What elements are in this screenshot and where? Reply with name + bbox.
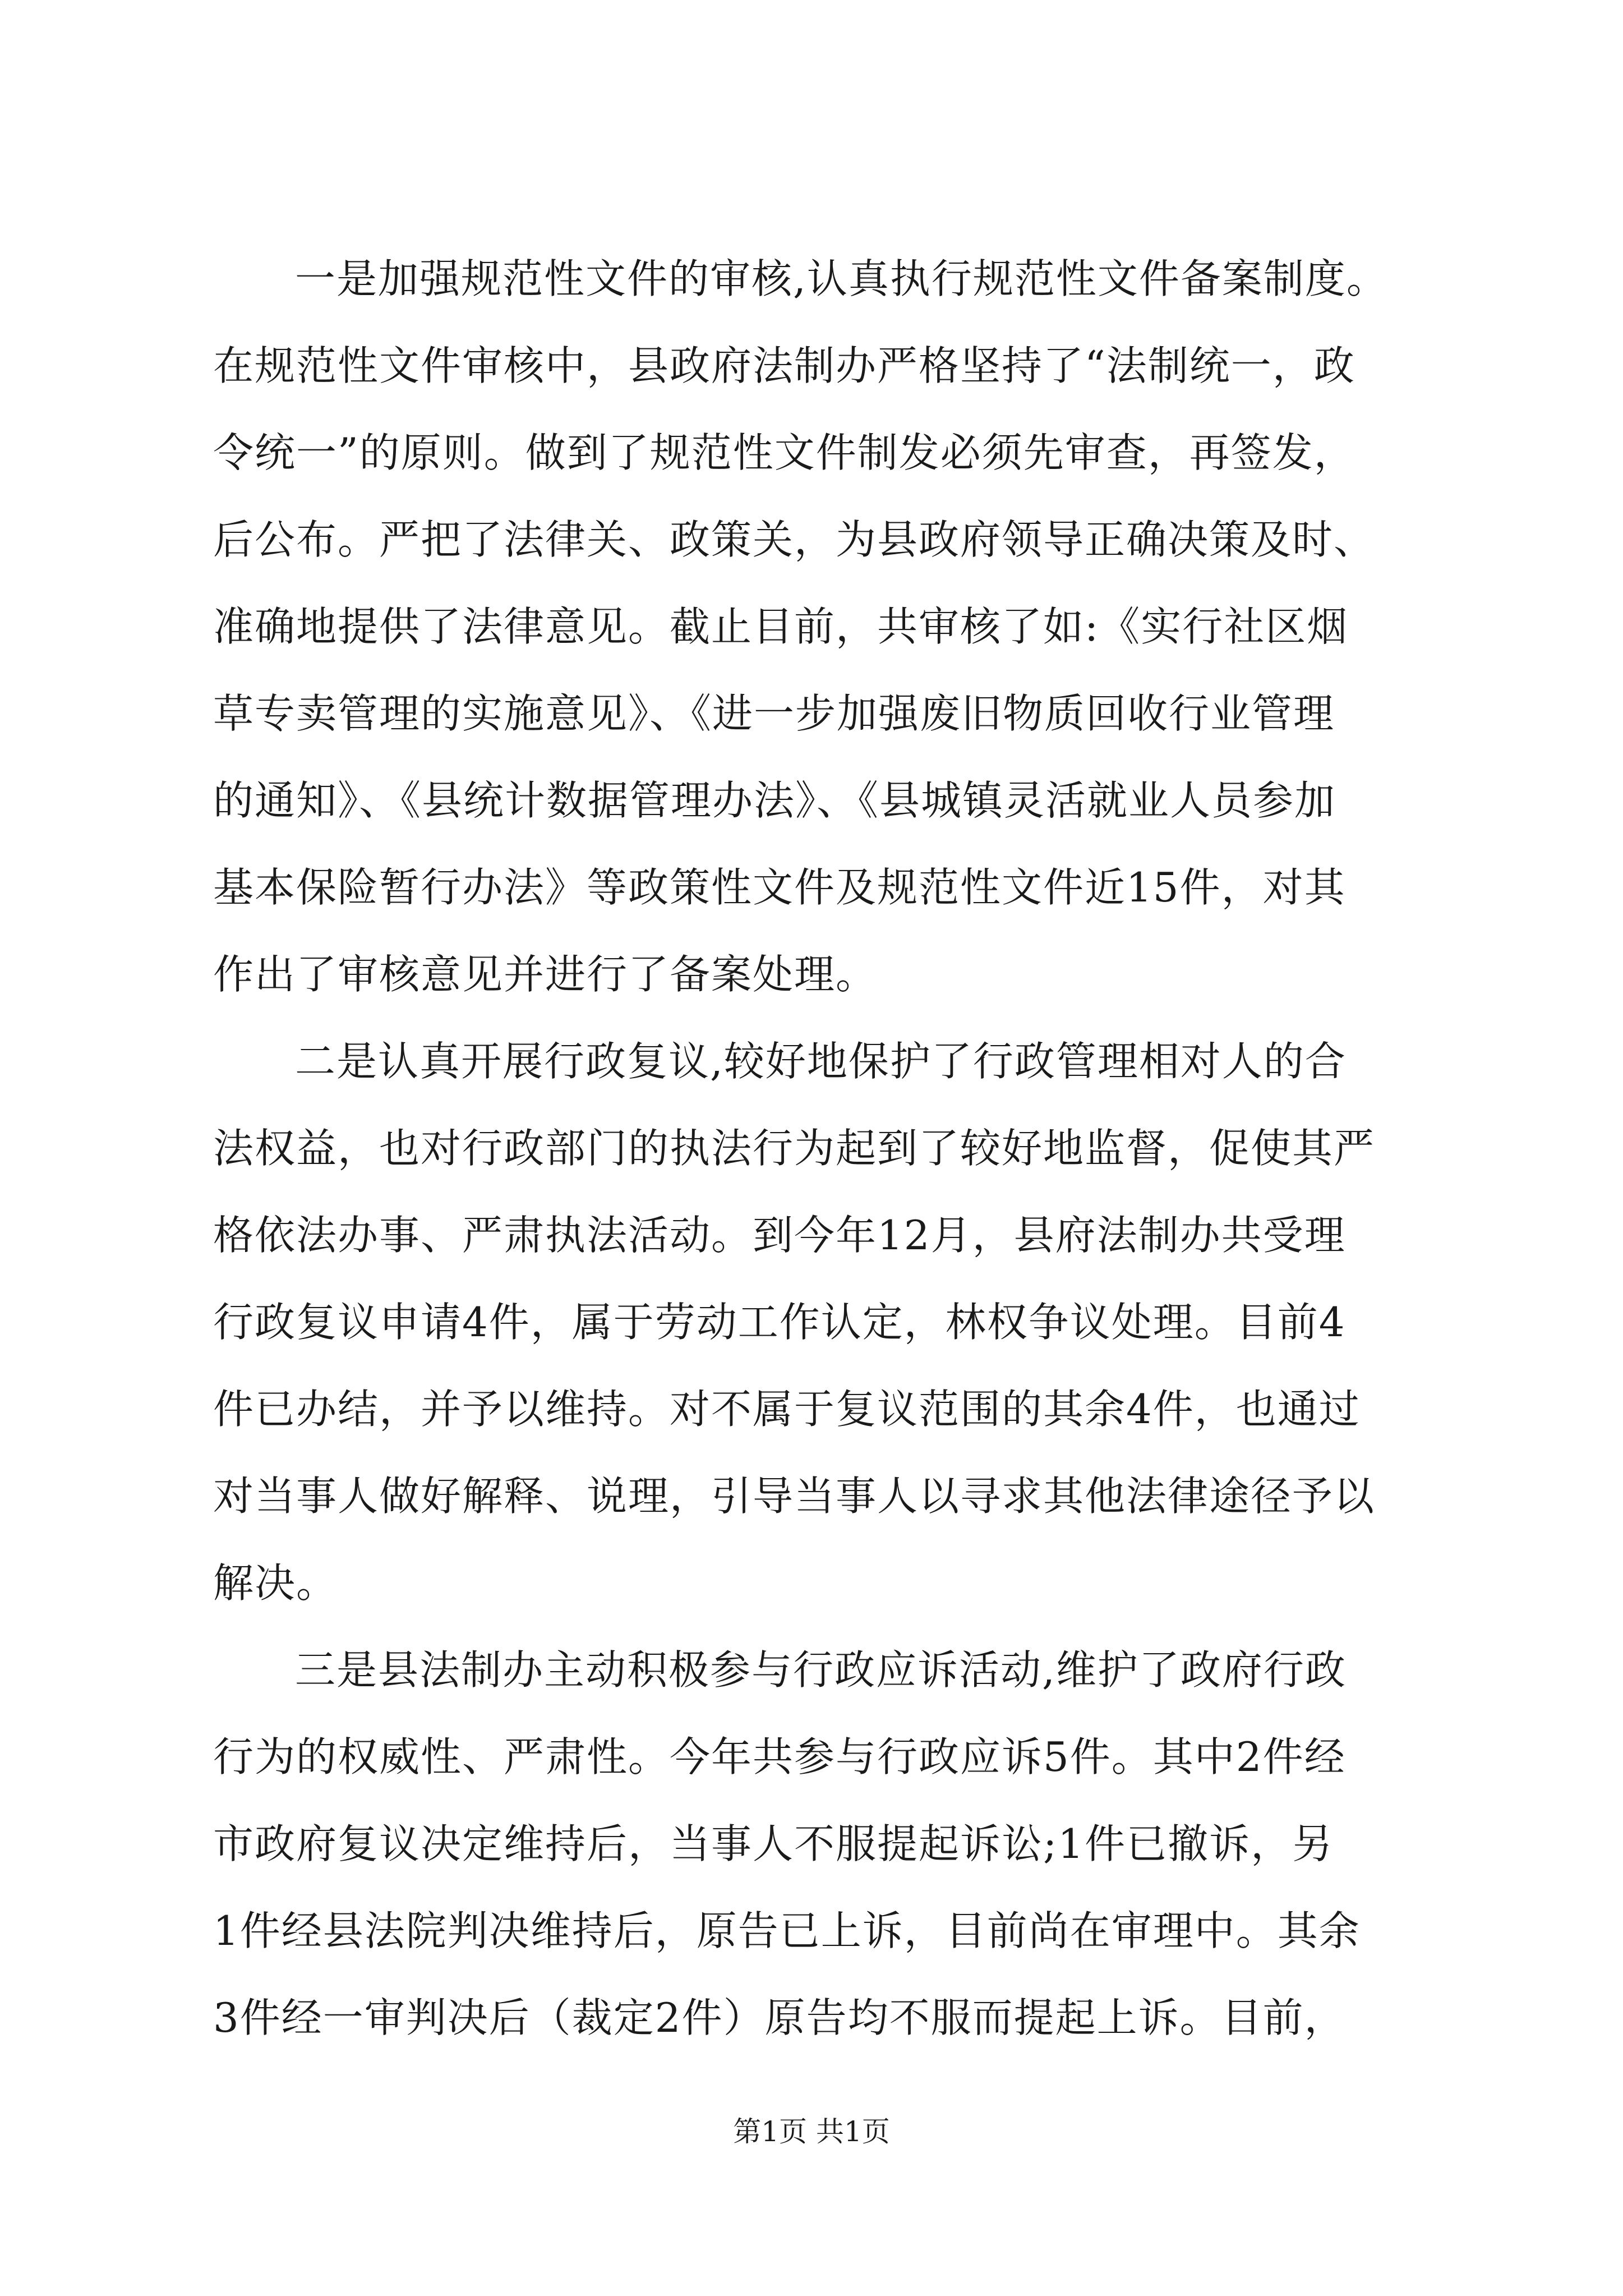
text-line: 后公布。严把了法律关、政策关，为县政府领导正确决策及时、 xyxy=(213,516,1376,563)
text-line: 一是加强规范性文件的审核,认真执行规范性文件备案制度。 xyxy=(295,255,1388,302)
text-line: 基本保险暂行办法》等政策性文件及规范性文件近15件，对其 xyxy=(213,864,1346,911)
text-line: 解决。 xyxy=(213,1559,338,1607)
page-footer xyxy=(0,2109,1623,2150)
paragraph-3 xyxy=(213,1627,1436,2062)
text-line: 件已办结，并予以维持。对不属于复议范围的其余4件，也通过 xyxy=(213,1386,1361,1433)
text-line: 在规范性文件审核中，县政府法制办严格坚持了“法制统一，政 xyxy=(213,342,1355,389)
text-line: 三是县法制办主动积极参与行政应诉活动,维护了政府行政 xyxy=(295,1646,1347,1694)
text-line: 法权益，也对行政部门的执法行为起到了较好地监督，促使其严 xyxy=(213,1125,1376,1172)
document-body xyxy=(213,236,1436,2062)
text-line: 行政复议申请4件，属于劳动工作认定，林权争议处理。目前4 xyxy=(213,1299,1346,1346)
text-line: 的通知》、《县统计数据管理办法》、《县城镇灵活就业人员参加 xyxy=(213,777,1336,824)
text-line: 行为的权威性、严肃性。今年共参与行政应诉5件。其中2件经 xyxy=(213,1733,1346,1780)
text-line: 1件经县法院判决维持后，原告已上诉，目前尚在审理中。其余 xyxy=(213,1907,1361,1954)
text-line: 作出了审核意见并进行了备案处理。 xyxy=(213,951,878,998)
text-line: 对当事人做好解释、说理，引导当事人以寻求其他法律途径予以 xyxy=(213,1473,1376,1520)
text-line: 格依法办事、严肃执法活动。到今年12月，县府法制办共受理 xyxy=(213,1212,1346,1259)
text-line: 令统一”的原则。做到了规范性文件制发必须先审查，再签发， xyxy=(213,429,1355,476)
paragraph-1 xyxy=(213,236,1436,1018)
text-line: 市政府复议决定维持后，当事人不服提起诉讼;1件已撤诉，另 xyxy=(213,1820,1334,1867)
text-line: 3件经一审判决后（裁定2件）原告均不服而提起上诉。目前， xyxy=(213,1994,1346,2041)
page-number-label: 第1页 共1页 xyxy=(733,2115,890,2148)
text-line: 草专卖管理的实施意见》、《进一步加强废旧物质回收行业管理 xyxy=(213,690,1335,737)
text-line: 二是认真开展行政复议,较好地保护了行政管理相对人的合 xyxy=(295,1038,1347,1085)
text-line: 准确地提供了法律意见。截止目前，共审核了如:《实行社区烟 xyxy=(213,603,1349,650)
paragraph-2 xyxy=(213,1018,1436,1627)
